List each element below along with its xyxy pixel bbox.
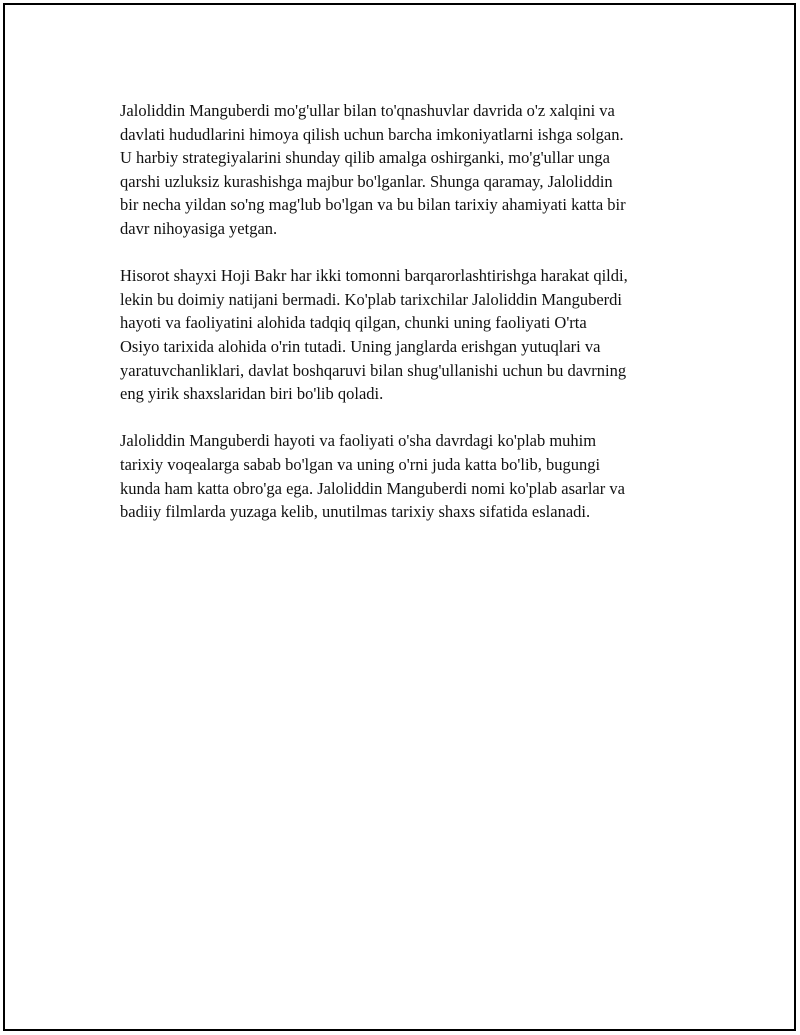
- paragraph-1: Jaloliddin Manguberdi mo'g'ullar bilan to'qnashuvlar davrida o'z xalqini va davlati hududlarini himoya qilish uchun barcha imkoniyatlarni ishga solgan. U harbiy strategiyalarini shunday qilib amalga oshirganki, mo'g'ullar unga qarshi uzluksiz kurashishga majbur bo'lganlar. Shunga qaramay, Jaloliddin bir necha yildan so'ng mag'lub bo'lgan va bu bilan tarixiy ahamiyati katta bir davr nihoyasiga yetgan.: [120, 101, 626, 238]
- paragraph-2: Hisorot shayxi Hoji Bakr har ikki tomonni barqarorlashtirishga harakat qildi, lekin bu doimiy natijani bermadi. Ko'plab tarixchilar Jaloliddin Manguberdi hayoti va faoliyatini alohida tadqiq qilgan, chunki uning faoliyati O'rta Osiyo tarixida alohida o'rin tutadi. Uning janglarda erishgan yutuqlari va yaratuvchanliklari, davlat boshqaruvi bilan shug'ullanishi uchun bu davrning eng yirik shaxslaridan biri bo'lib qoladi.: [120, 266, 628, 404]
- document-body: [120, 99, 710, 547]
- paragraph-3: Jaloliddin Manguberdi hayoti va faoliyati o'sha davrdagi ko'plab muhim tarixiy voqealarga sabab bo'lgan va uning o'rni juda katta bo'lib, bugungi kunda ham katta obro'ga ega. Jaloliddin Manguberdi nomi ko'plab asarlar va badiiy filmlarda yuzaga kelib, unutilmas tarixiy shaxs sifatida eslanadi.: [120, 431, 625, 522]
- document-page: [3, 3, 796, 1031]
